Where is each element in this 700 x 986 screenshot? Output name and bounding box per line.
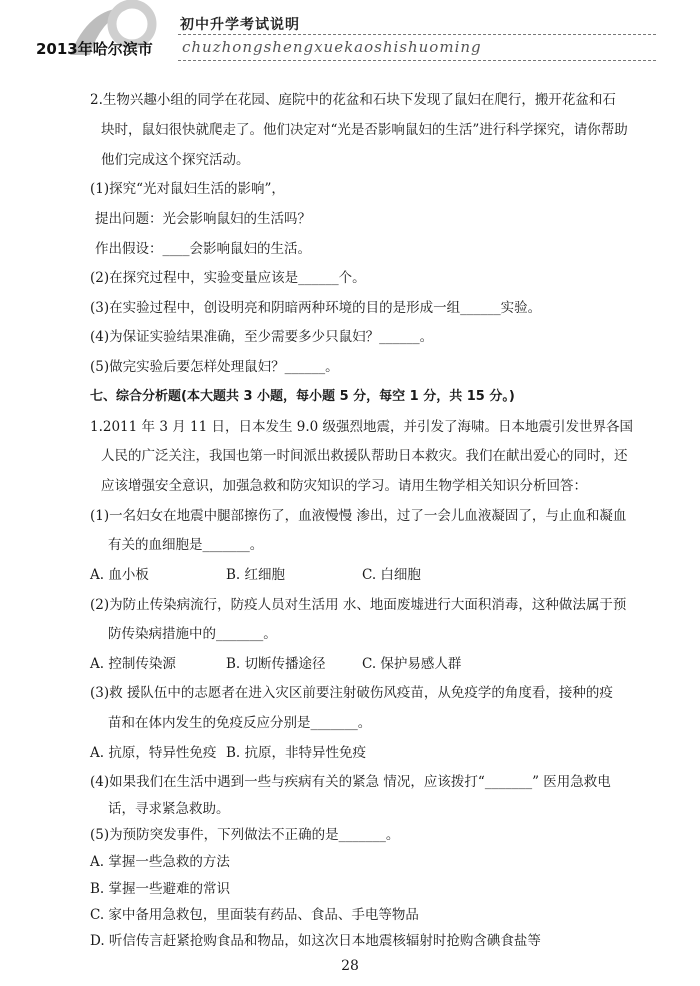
q1-stem-line3: 应该增强安全意识，加强急救和防灾知识的学习。请用生物学相关知识分析回答：: [101, 478, 587, 494]
header-rule: [178, 34, 656, 35]
q2-part5: (5)做完实验后要怎样处理鼠妇？______。: [90, 359, 339, 375]
q1-part3-option-b: B. 抗原，非特异性免疫: [226, 745, 367, 761]
q1-part1-option-a: A. 血小板: [90, 567, 149, 583]
header-rule-bottom: [178, 60, 656, 61]
q2-part2: (2)在探究过程中，实验变量应该是______个。: [90, 270, 366, 286]
q1-part4-line1: (4)如果我们在生活中遇到一些与疾病有关的紧急 情况，应该拨打“_______” 医用急救电: [90, 774, 611, 790]
q1-part1-line1: (1)一名妇女在地震中腿部擦伤了，血液慢慢 渗出，过了一会儿血液凝固了，与止血和凝血: [90, 508, 627, 524]
section-heading: 七、综合分析题(本大题共 3 小题，每小题 5 分，每空 1 分，共 15 分。): [90, 389, 515, 404]
q1-part2-option-c: C. 保护易感人群: [362, 656, 462, 672]
q1-part2-option-a: A. 控制传染源: [90, 656, 176, 672]
q1-part4-line2: 话，寻求紧急救助。: [108, 801, 230, 817]
q2-part1-question: 提出问题：光会影响鼠妇的生活吗？: [95, 211, 311, 227]
header-city: 2013年哈尔滨市: [36, 40, 153, 58]
q2-part4: (4)为保证实验结果准确，至少需要多少只鼠妇？______。: [90, 329, 434, 345]
q1-stem-line2: 人民的广泛关注，我国也第一时间派出救援队帮助日本救灾。我们在献出爱心的同时，还: [101, 448, 628, 464]
q1-part5-option-c: C. 家中备用急救包，里面装有药品、食品、手电等物品: [90, 907, 419, 923]
q1-part5-option-a: A. 掌握一些急救的方法: [90, 854, 230, 870]
page-header: [0, 0, 700, 80]
header-pinyin: chuzhongshengxuekaoshishuoming: [182, 38, 482, 56]
q2-part1-hypothesis: 作出假设：____会影响鼠妇的生活。: [95, 241, 311, 257]
q1-part3-line1: (3)救 援队伍中的志愿者在进入灾区前要注射破伤风疫苗，从免疫学的角度看，接种的疫: [90, 685, 613, 701]
q1-part5-option-b: B. 掌握一些避难的常识: [90, 881, 231, 897]
header-title: 初中升学考试说明: [180, 17, 300, 33]
q1-part5-option-d: D. 听信传言赶紧抢购食品和物品，如这次日本地震核辐射时抢购含碘食盐等: [90, 933, 541, 949]
q1-part1-line2: 有关的血细胞是_______。: [108, 537, 264, 553]
q2-part3: (3)在实验过程中，创设明亮和阴暗两种环境的目的是形成一组______实验。: [90, 300, 542, 316]
q1-part5: (5)为预防突发事件，下列做法不正确的是_______。: [90, 827, 400, 843]
q1-part3-line2: 苗和在体内发生的免疫反应分别是_______。: [108, 715, 372, 731]
q1-part2-option-b: B. 切断传播途径: [226, 656, 326, 672]
q2-stem-line3: 他们完成这个探究活动。: [101, 152, 250, 168]
q1-stem-line1: 1.2011 年 3 月 11 日，日本发生 9.0 级强烈地震，并引发了海啸。日本地震引发世界各国: [90, 419, 634, 435]
q2-part1: (1)探究“光对鼠妇生活的影响”，: [90, 181, 285, 197]
q1-part1-option-b: B. 红细胞: [226, 567, 286, 583]
q1-part2-line1: (2)为防止传染病流行，防疫人员对生活用 水、地面废墟进行大面积消毒，这种做法属于预: [90, 597, 627, 613]
q2-stem-line1: 2.生物兴趣小组的同学在花园、庭院中的花盆和石块下发现了鼠妇在爬行，搬开花盆和石: [90, 92, 616, 108]
q1-part1-option-c: C. 白细胞: [362, 567, 421, 583]
q1-part2-line2: 防传染病措施中的_______。: [108, 626, 277, 642]
page-number: 28: [341, 958, 359, 974]
q1-part3-option-a: A. 抗原，特异性免疫: [90, 745, 217, 761]
q2-stem-line2: 块时，鼠妇很快就爬走了。他们决定对“光是否影响鼠妇的生活”进行科学探究，请你帮助: [101, 122, 628, 138]
